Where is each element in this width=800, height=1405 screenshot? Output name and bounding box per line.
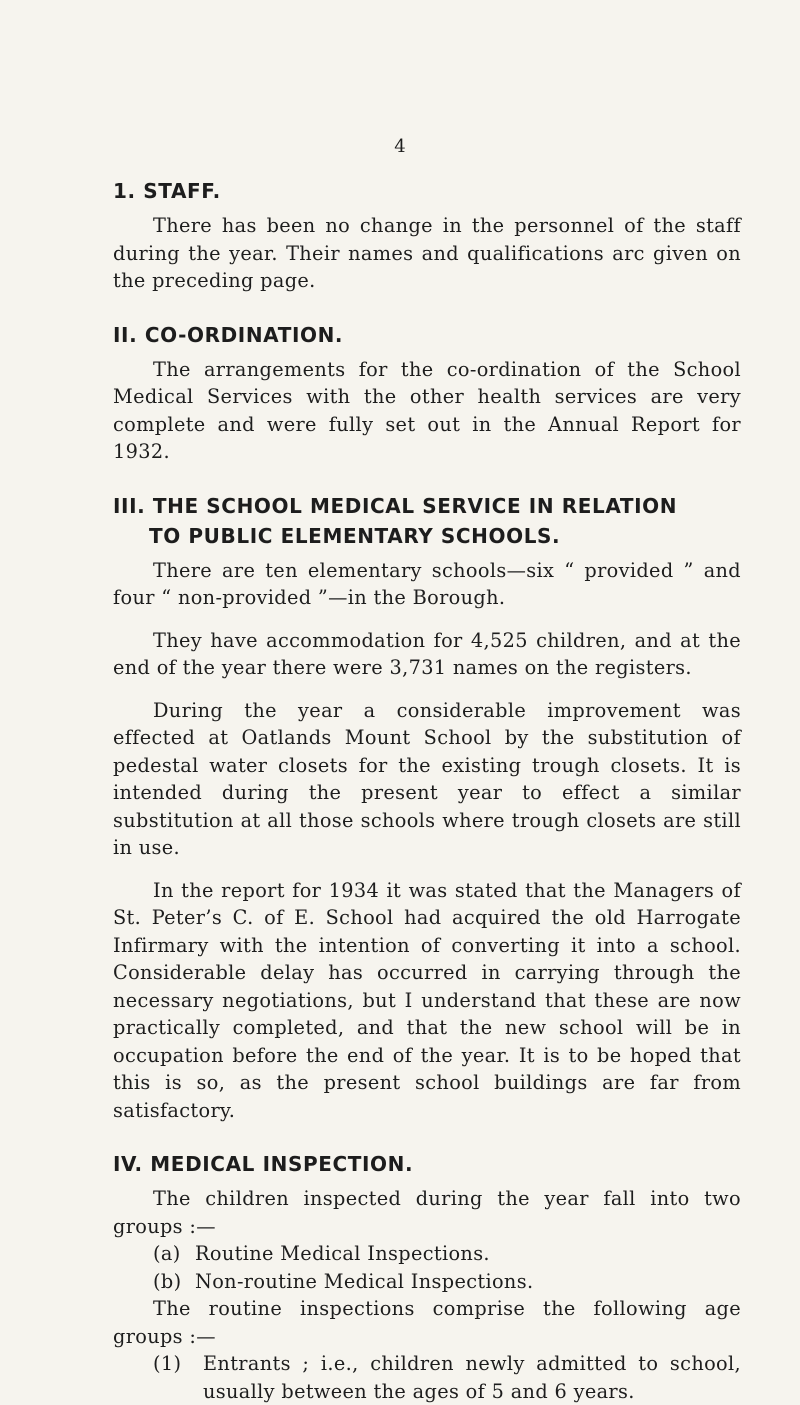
section-heading-coordination: II. CO-ORDINATION. xyxy=(113,322,344,347)
list-marker: (1) xyxy=(153,1352,182,1375)
section-heading-staff: 1. STAFF. xyxy=(113,179,221,203)
list-item xyxy=(113,1268,741,1296)
inspection-groups-list xyxy=(113,1240,741,1295)
heading-line-2: TO PUBLIC ELEMENTARY SCHOOLS. xyxy=(149,523,561,548)
section-heading-medical-inspection: IV. MEDICAL INSPECTION. xyxy=(113,1152,414,1176)
schools-count-paragraph: There are ten elementary schools—six “ provided ” and four “ non-provided ”—in the Borough. xyxy=(113,558,741,609)
coordination-paragraph: The arrangements for the co-ordination of the School Medical Services with the other health services are very complete and were fully set out in the Annual Report for 1932. xyxy=(113,357,741,463)
page-number: 4 xyxy=(394,136,406,157)
list-item-text: Entrants ; i.e., children newly admitted to school, usually between the ages of 5 and 6 years. xyxy=(203,1352,741,1403)
new-school-paragraph: In the report for 1934 it was stated that the Managers of St. Peter’s C. of E. School had acquired the old Harrogate Infirmary with the intention of converting it into a school. Considerable delay has occurred in carrying through the necessary negotiations, but I understand that these are now practically completed, and that the new school will be in occupation before the end of the year. It is to be hoped that this is so, as the present school buildings are far from satisfactory. xyxy=(113,878,741,1122)
list-item-text: Routine Medical Inspections. xyxy=(195,1242,490,1265)
list-item-text: Non-routine Medical Inspections. xyxy=(195,1269,534,1293)
age-groups-list xyxy=(113,1350,741,1405)
list-marker: (b) xyxy=(153,1269,182,1293)
inspection-groups-intro: The children inspected during the year fall into two groups :— xyxy=(113,1187,741,1238)
accommodation-paragraph: They have accommodation for 4,525 children, and at the end of the year there were 3,731 names on the registers. xyxy=(113,628,741,679)
page-content xyxy=(113,176,741,1405)
heading-line-1: III. THE SCHOOL MEDICAL SERVICE IN RELATION xyxy=(113,493,678,518)
improvement-paragraph: During the year a considerable improvement was effected at Oatlands Mount School by the substitution of pedestal water closets for the existing trough closets. It is intended during the present year to effect a similar substitution at all those schools where trough closets are still in use. xyxy=(113,698,741,859)
list-item xyxy=(113,1350,741,1405)
list-item xyxy=(113,1240,741,1268)
age-groups-intro: The routine inspections comprise the following age groups :— xyxy=(113,1297,741,1348)
staff-paragraph: There has been no change in the personnel of the staff during the year. Their names and qualifications arc given on the preceding page. xyxy=(113,214,741,292)
section-heading-school-medical-service xyxy=(113,491,741,551)
list-marker: (a) xyxy=(153,1242,181,1265)
